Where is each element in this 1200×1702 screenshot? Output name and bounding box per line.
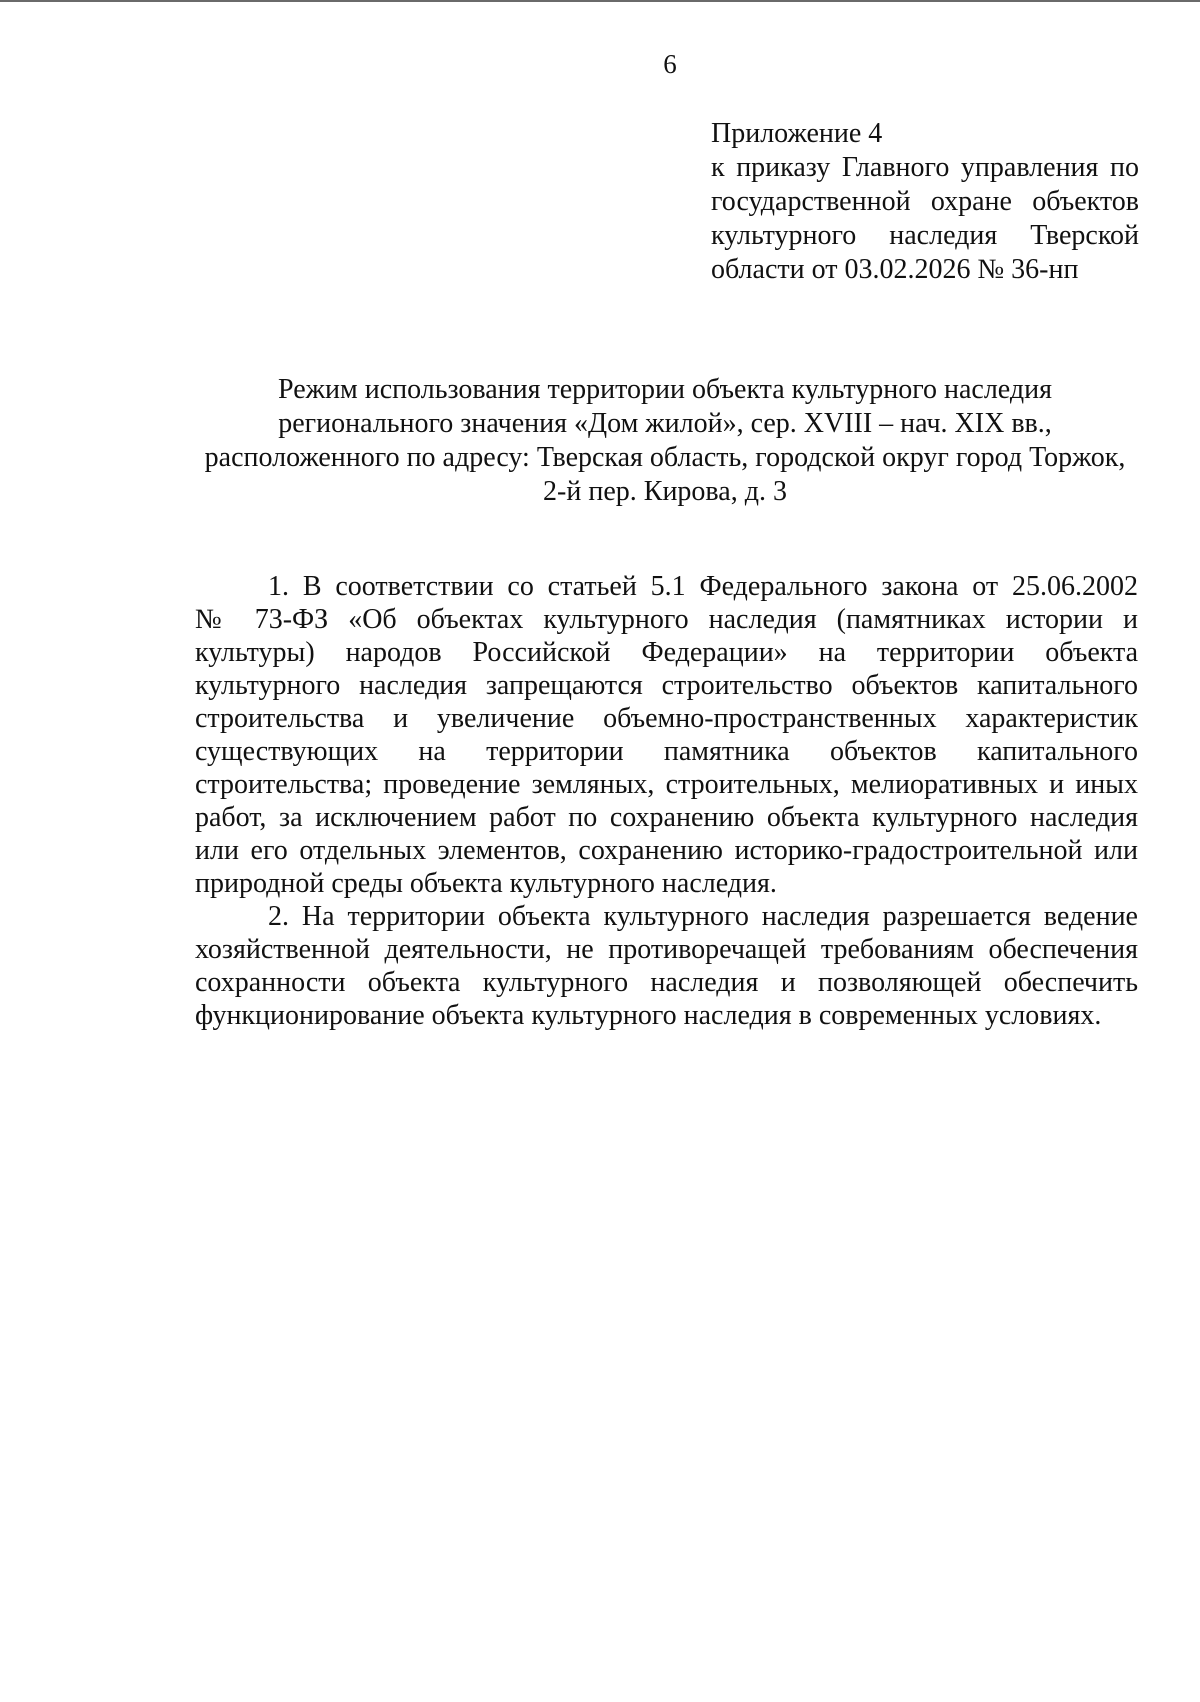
paragraph-line: сохранности объекта культурного наследия и позволяющей обеспечить bbox=[195, 967, 1138, 998]
paragraph-2 bbox=[195, 900, 1138, 1032]
document-title bbox=[190, 373, 1140, 509]
paragraph-line: культуры) народов Российской Федерации» на территории объекта bbox=[195, 637, 1138, 668]
appendix-line: культурного наследия Тверской bbox=[711, 220, 1139, 251]
paragraph-line: хозяйственной деятельности, не противоречащей требованиям обеспечения bbox=[195, 934, 1138, 965]
title-line: Режим использования территории объекта культурного наследия bbox=[278, 374, 1052, 405]
appendix-header bbox=[711, 117, 1139, 287]
paragraph-line: природной среды объекта культурного наследия. bbox=[195, 868, 777, 899]
title-line: расположенного по адресу: Тверская область, городской округ город Торжок, bbox=[204, 442, 1126, 473]
document-body bbox=[195, 570, 1138, 1032]
paragraph-line: существующих на территории памятника объектов капитального bbox=[195, 736, 1138, 767]
appendix-line: области от 03.02.2026 № 36-нп bbox=[711, 254, 1079, 285]
paragraph-line: строительства и увеличение объемно-пространственных характеристик bbox=[195, 703, 1138, 734]
paragraph-line: работ, за исключением работ по сохранению объекта культурного наследия bbox=[195, 802, 1138, 833]
paragraph-line: № 73-ФЗ «Об объектах культурного наследия (памятниках истории и bbox=[195, 604, 1138, 635]
scan-top-edge bbox=[0, 0, 1200, 2]
paragraph-line: или его отдельных элементов, сохранению историко-градостроительной или bbox=[195, 835, 1138, 866]
title-line: регионального значения «Дом жилой», сер. XVIII – нач. XIX вв., bbox=[278, 408, 1052, 439]
appendix-line: к приказу Главного управления по bbox=[711, 152, 1139, 183]
paragraph-line: 1. В соответствии со статьей 5.1 Федерального закона от 25.06.2002 bbox=[268, 571, 1138, 602]
appendix-title: Приложение 4 bbox=[711, 118, 883, 149]
paragraph-1 bbox=[195, 570, 1138, 900]
paragraph-line: 2. На территории объекта культурного наследия разрешается ведение bbox=[268, 901, 1138, 932]
paragraph-line: культурного наследия запрещаются строительство объектов капитального bbox=[195, 670, 1138, 701]
paragraph-line: функционирование объекта культурного наследия в современных условиях. bbox=[195, 1000, 1102, 1031]
appendix-line: государственной охране объектов bbox=[711, 186, 1139, 217]
title-line: 2-й пер. Кирова, д. 3 bbox=[543, 476, 787, 507]
page-number: 6 bbox=[663, 49, 677, 79]
paragraph-line: строительства; проведение земляных, строительных, мелиоративных и иных bbox=[195, 769, 1138, 800]
